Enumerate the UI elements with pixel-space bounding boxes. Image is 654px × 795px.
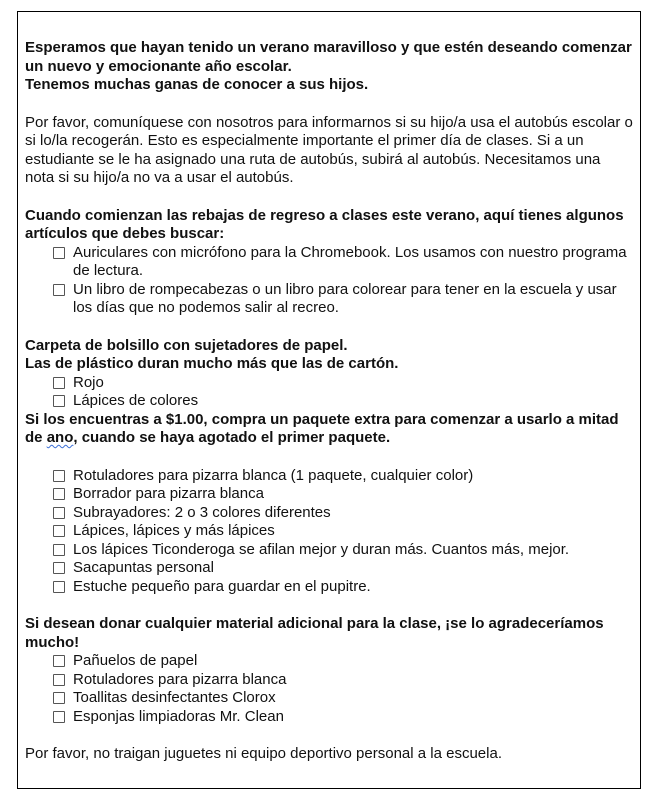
checkbox-icon[interactable]: [53, 711, 65, 723]
checklist-item: Estuche pequeño para guardar en el pupitre.: [25, 578, 633, 597]
document-body: [25, 39, 633, 764]
checklist-item: Toallitas desinfectantes Clorox: [25, 689, 633, 708]
checkbox-icon[interactable]: [53, 692, 65, 704]
checkbox-icon[interactable]: [53, 525, 65, 537]
checkbox-icon[interactable]: [53, 284, 65, 296]
checkbox-icon[interactable]: [53, 377, 65, 389]
intro-welcome: Esperamos que hayan tenido un verano maravilloso y que estén deseando comenzar un nuevo y emocionante año escolar.: [25, 39, 632, 75]
checklist-item: Lápices, lápices y más lápices: [25, 522, 633, 541]
spacer: [25, 596, 633, 615]
checkbox-icon[interactable]: [53, 562, 65, 574]
folder-heading: Carpeta de bolsillo con sujetadores de papel.: [25, 336, 348, 354]
spacer: [25, 188, 633, 207]
checklist-item: Pañuelos de papel: [25, 652, 633, 671]
checklist-item: Esponjas limpiadoras Mr. Clean: [25, 708, 633, 727]
spacer: [25, 726, 633, 745]
bus-paragraph: Por favor, comuníquese con nosotros para informarnos si su hijo/a usa el autobús escolar o si lo/la recogerán. Esto es especialmente importante el primer día de clases. Si a un estudiante se le ha asignado una ruta de autobús, subirá al autobús. Necesitamos una nota si su hijo/a no va a usar el autobús.: [25, 113, 633, 186]
folder-note: Si los encuentras a $1.00, compra un paquete extra para comenzar a usarlo a mitad de ano, cuando se haya agotado el primer paquete.: [25, 410, 619, 446]
sales-checklist: [25, 244, 633, 318]
checklist-item: Sacapuntas personal: [25, 559, 633, 578]
checkbox-icon[interactable]: [53, 544, 65, 556]
spacer: [25, 95, 633, 114]
checkbox-icon[interactable]: [53, 488, 65, 500]
donations-heading: Si desean donar cualquier material adicional para la clase, ¡se lo agradeceríamos mucho!: [25, 615, 604, 651]
checklist-item: Rotuladores para pizarra blanca: [25, 671, 633, 690]
checklist-item: Lápices de colores: [25, 392, 633, 411]
spacer: [25, 448, 633, 467]
checklist-item: Auriculares con micrófono para la Chromebook. Los usamos con nuestro programa de lectura.: [25, 244, 633, 281]
checkbox-icon[interactable]: [53, 507, 65, 519]
checklist-item: Borrador para pizarra blanca: [25, 485, 633, 504]
folder-subheading: Las de plástico duran mucho más que las de cartón.: [25, 355, 399, 372]
checklist-item: Rotuladores para pizarra blanca (1 paquete, cualquier color): [25, 467, 633, 486]
folder-checklist: [25, 374, 633, 411]
intro-meet-children: Tenemos muchas ganas de conocer a sus hijos.: [25, 76, 369, 93]
checklist-item: Un libro de rompecabezas o un libro para colorear para tener en la escuela y usar los días que no podemos salir al recreo.: [25, 281, 633, 318]
checklist-item: Subrayadores: 2 o 3 colores diferentes: [25, 504, 633, 523]
spacer: [25, 318, 633, 337]
document-page: [17, 11, 641, 789]
checkbox-icon[interactable]: [53, 655, 65, 667]
checkbox-icon[interactable]: [53, 247, 65, 259]
checklist-item: Los lápices Ticonderoga se afilan mejor y duran más. Cuantos más, mejor.: [25, 541, 633, 560]
checkbox-icon[interactable]: [53, 470, 65, 482]
sales-heading: Cuando comienzan las rebajas de regreso a clases este verano, aquí tienes algunos artículos que debes buscar:: [25, 206, 624, 242]
supplies-checklist: [25, 467, 633, 597]
spellcheck-underline[interactable]: ano: [46, 429, 74, 446]
checkbox-icon[interactable]: [53, 395, 65, 407]
checkbox-icon[interactable]: [53, 581, 65, 593]
checklist-item: Rojo: [25, 374, 633, 393]
closing-note: Por favor, no traigan juguetes ni equipo deportivo personal a la escuela.: [25, 745, 502, 762]
donations-checklist: [25, 652, 633, 726]
checkbox-icon[interactable]: [53, 674, 65, 686]
